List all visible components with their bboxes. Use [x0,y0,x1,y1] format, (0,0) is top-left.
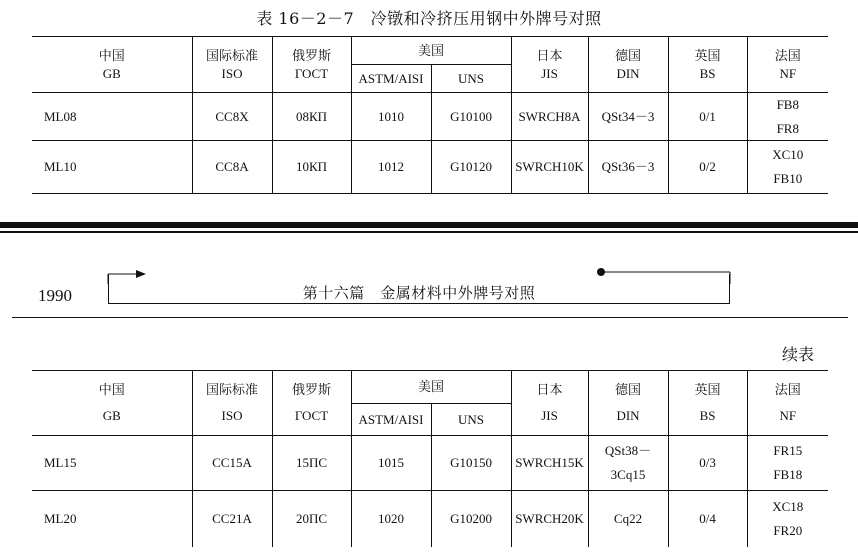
header-usa: 美国 [351,37,511,65]
page-number: 1990 [38,286,72,305]
table-row: ML10 CC8A 10КП 1012 G10120 SWRCH10K QSt36－3 0/2 XC10 FB10 [32,141,828,194]
table-row: ML08 CC8X 08КП 1010 G10100 SWRCH8A QSt34－3 0/1 FB8 FR8 [32,93,828,141]
header-astm: ASTM/AISI [351,65,431,93]
header-china: 中国 GB [98,382,125,423]
chapter-title: 第十六篇 金属材料中外牌号对照 [302,284,536,302]
header-uk: 英国 BS [668,37,747,93]
header-germany: 德国 DIN [588,37,668,93]
steel-grade-table-continued [32,370,828,547]
header-iso: 国际标准 ISO [192,37,272,93]
header-astm: ASTM/AISI [351,404,431,436]
header-uns: UNS [431,65,511,93]
header-japan: 日本 JIS [511,371,588,436]
header-russia: 俄罗斯 ГОСТ [272,371,351,436]
header-iso: 国际标准 ISO [192,371,272,436]
header-france: 法国 NF [747,37,828,93]
header-china: 中国 GB [98,47,125,81]
continued-label: 续表 [781,345,814,364]
header-japan: 日本 JIS [511,37,588,93]
page-break-bar [0,222,858,228]
header-uns: UNS [431,404,511,436]
table-row: ML20 CC21A 20ПС 1020 G10200 SWRCH20K Cq22 0/4 XC18 FR20 [32,491,828,547]
header-uk: 英国 BS [668,371,747,436]
steel-grade-table [32,36,828,194]
header-germany: 德国 DIN [588,371,668,436]
header-usa: 美国 [351,371,511,404]
header-rule [12,317,848,318]
table-title: 表 16－2－7 冷镦和冷挤压用钢中外牌号对照 [256,9,602,28]
page-break-rule [0,231,858,233]
table-row: ML15 CC15A 15ПС 1015 G10150 SWRCH15K QSt38－ 3Cq15 0/3 FR15 FB18 [32,436,828,491]
header-france: 法国 NF [747,371,828,436]
header-russia: 俄罗斯 ГОСТ [272,37,351,93]
